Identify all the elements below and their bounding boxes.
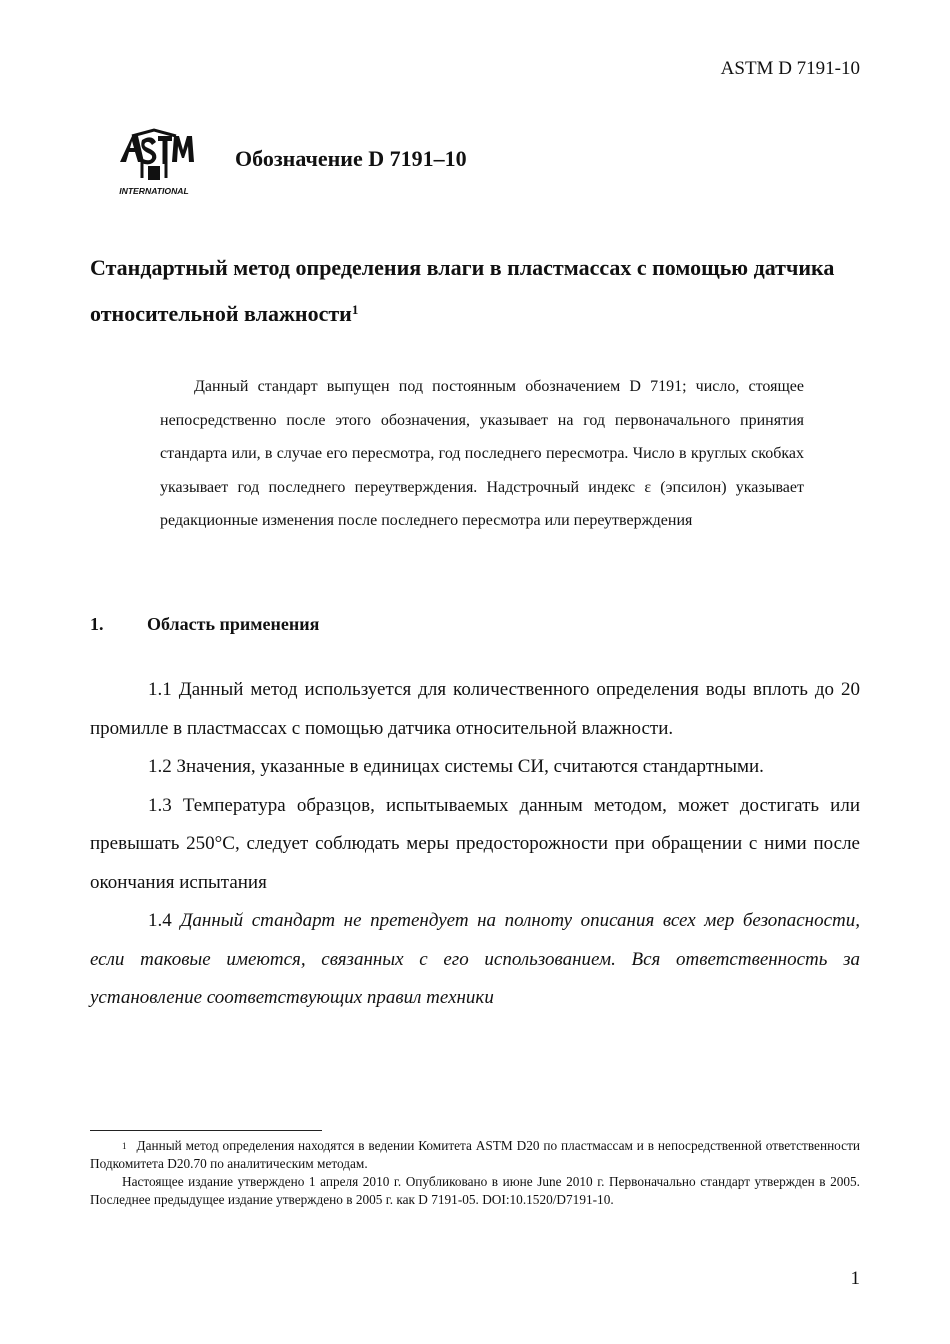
title-text: Стандартный метод определения влаги в пластмассах с помощью датчика относительной влажности [90,255,835,326]
paragraph-1-3 [90,787,860,903]
standard-code-header: ASTM D 7191-10 [720,58,860,79]
paragraph-number: 1.1 [148,679,172,700]
designation-title: Обозначение D 7191–10 [235,146,467,171]
logo-text: INTERNATIONAL [119,186,189,196]
paragraph-number: 1.3 [148,794,172,816]
document-title [90,245,862,337]
section-body [90,671,860,1018]
footnote-1 [90,1137,860,1173]
section-heading [90,614,319,635]
paragraph-text: Значения, указанные в единицах системы СИ, считаются стандартными. [176,756,764,777]
paragraph-1-2 [90,748,860,787]
section-number: 1. [90,614,104,634]
footnote-text: Данный метод определения находятся в ведении Комитета ASTM D20 по пластмассам и в непосредственной ответственности Подкомитета D20.70 по аналитическим методам. [90,1138,860,1171]
preface-paragraph: Данный стандарт выпущен под постоянным обозначением D 7191; число, стоящее непосредственно после этого обозначения, указывает на год первоначального принятия стандарта или, в случае его пересмотра, год последнего пересмотра. Число в круглых скобках указывает год последнего переутверждения. Надстрочный индекс ε (эпсилон) указывает редакционные изменения после последнего пересмотра или переутверждения [160,378,804,529]
paragraph-text: Температура образцов, испытываемых данным методом, может достигать или превышать 250°С, следует соблюдать меры предосторожности при обращении с ними после окончания испытания [90,794,861,893]
footnote-text: Настоящее издание утверждено 1 апреля 2010 г. Опубликовано в июне June 2010 г. Первоначально стандарт утвержден в 2005. Последнее предыдущее издание утверждено в 2005 г. как D 7191-05. DOI:10.1520/D7191-10. [90,1174,860,1207]
paragraph-text: Данный метод используется для количественного определения воды вплоть до 20 промилле в пластмассах с помощью датчика относительной влажности. [90,679,861,739]
paragraph-1-1 [90,671,860,748]
footnote-2 [90,1173,860,1209]
page-number: 1 [850,1268,860,1289]
paragraph-text: Данный стандарт не претендует на полноту описания всех мер безопасности, если таковые имеются, связанных с его использованием. Вся ответственность за установление соответствующих правил техники [90,910,861,1008]
paragraph-number: 1.2 [148,756,172,777]
footnote-marker: 1 [122,1141,127,1151]
paragraph-1-4 [90,902,860,1018]
title-footnote-ref: 1 [351,302,359,317]
footnote-divider [90,1130,322,1131]
paragraph-number: 1.4 [148,910,172,931]
footnotes [90,1137,860,1209]
section-title: Область применения [147,614,320,634]
astm-logo [112,128,196,198]
